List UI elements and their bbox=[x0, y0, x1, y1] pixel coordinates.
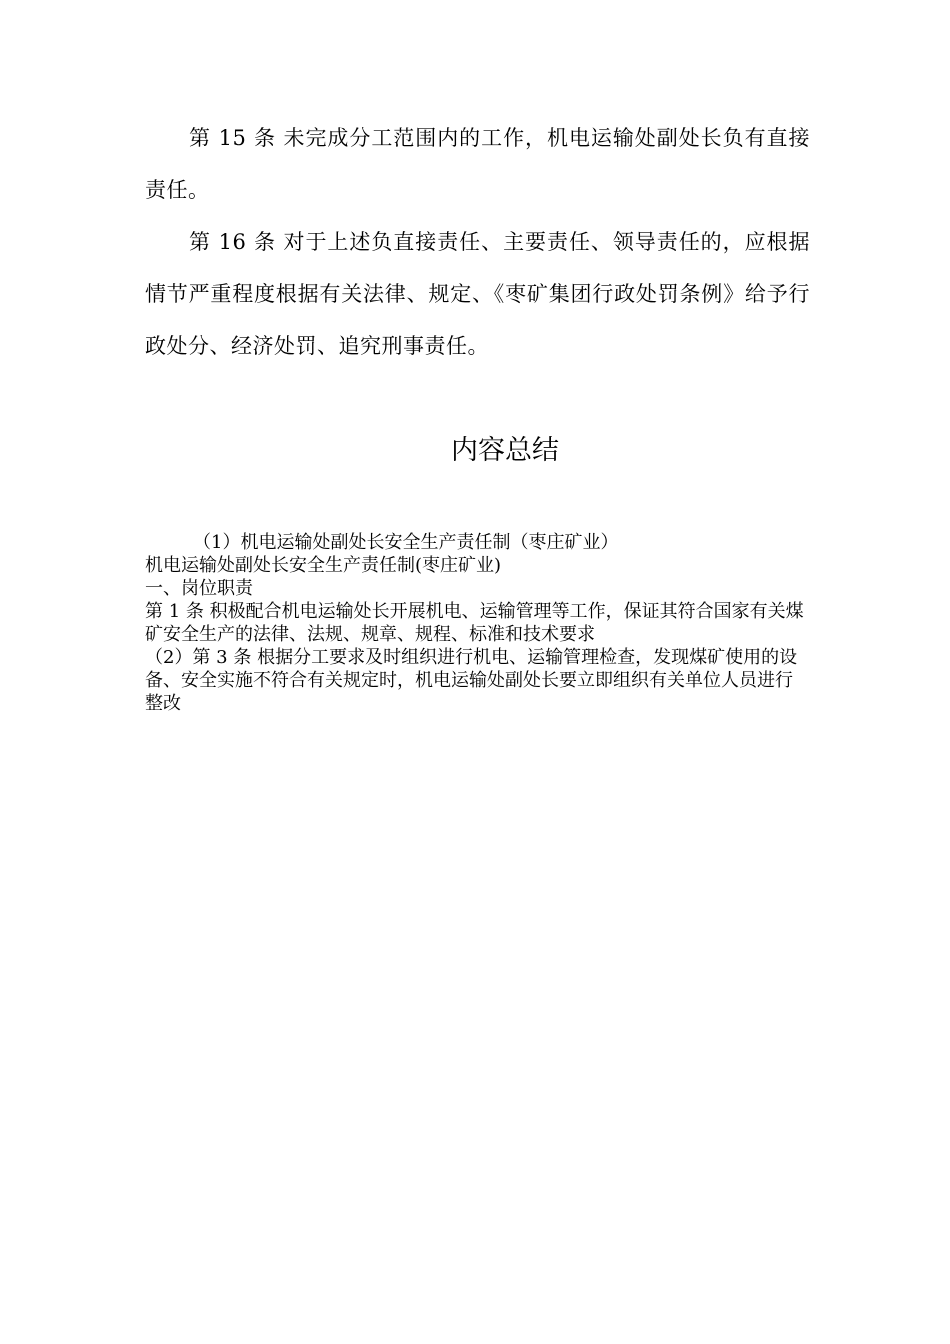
summary-line-5: （2）第 3 条 根据分工要求及时组织进行机电、运输管理检查，发现煤矿使用的设备、安全实施不符合有关规定时，机电运输处副处长要立即组织有关单位人员进行整改 bbox=[145, 647, 798, 714]
summary-title: 内容总结 bbox=[451, 435, 559, 466]
article-16-paragraph: 第 16 条 对于上述负直接责任、主要责任、领导责任的，应根据情节严重程度根据有关法律、规定、《枣矿集团行政处罚条例》给予行政处分、经济处罚、追究刑事责任。 bbox=[145, 230, 810, 358]
summary-line-1: （1）机电运输处副处长安全生产责任制（枣庄矿业） bbox=[193, 532, 619, 553]
summary-line-2: 机电运输处副处长安全生产责任制(枣庄矿业) bbox=[145, 555, 502, 576]
article-15-paragraph: 第 15 条 未完成分工范围内的工作，机电运输处副处长负有直接责任。 bbox=[145, 126, 810, 202]
summary-line-3: 一、岗位职责 bbox=[145, 578, 253, 599]
summary-body bbox=[145, 531, 805, 715]
summary-line-4: 第 1 条 积极配合机电运输处长开展机电、运输管理等工作，保证其符合国家有关煤矿安全生产的法律、法规、规章、规程、标准和技术要求 bbox=[145, 601, 804, 645]
